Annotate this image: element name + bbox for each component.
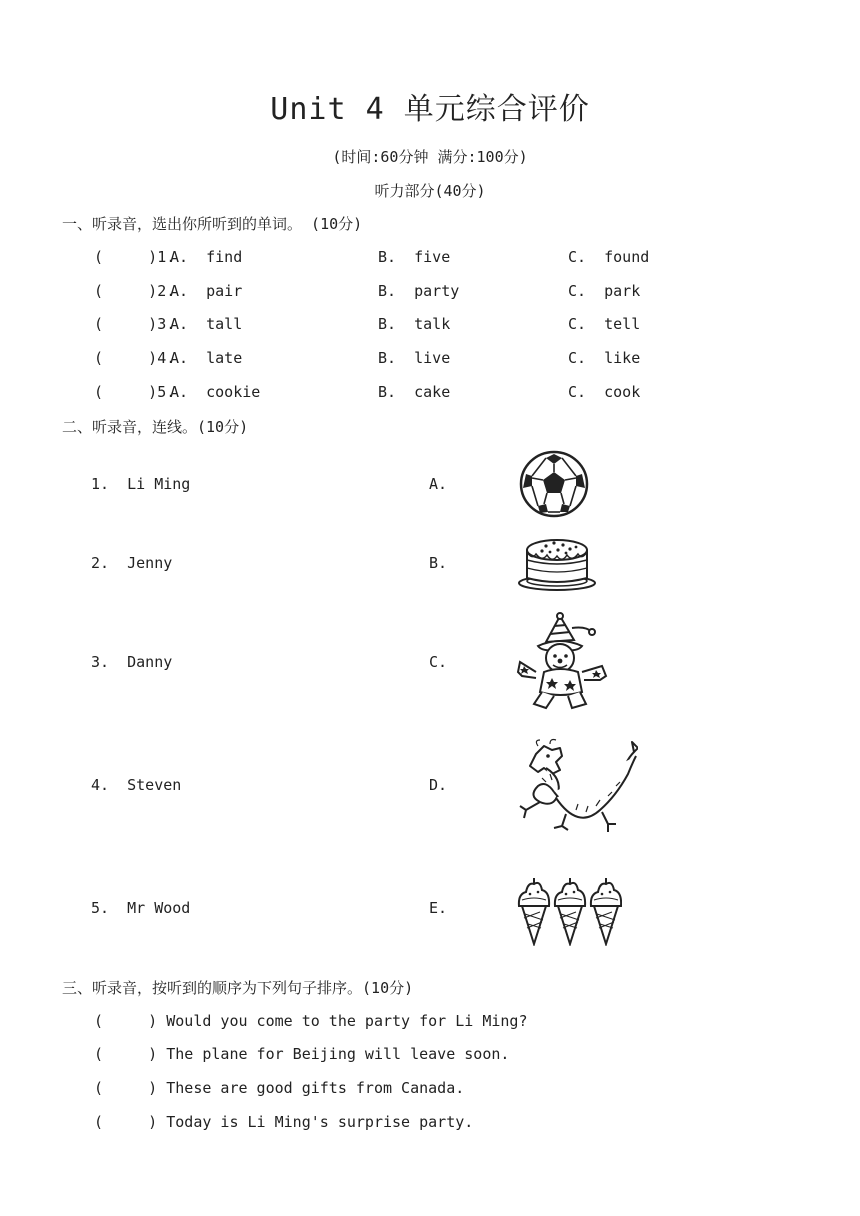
section2-heading: 二、听录音，连线。(10分) [62,418,249,436]
sentence-item: ( ) These are good gifts from Canada. [94,1079,465,1097]
question-number: ( )5. [94,383,176,401]
match-name: 4. Steven [91,776,182,794]
option-c: C. tell [568,315,641,333]
cake-icon [516,530,598,592]
match-name: 5. Mr Wood [91,899,191,917]
match-letter: E. [429,899,448,917]
match-name: 1. Li Ming [91,475,191,493]
option-c: C. cook [568,383,641,401]
ice-creams-icon [516,876,622,946]
option-b: B. cake [378,383,451,401]
sentence-item: ( ) Would you come to the party for Li Ming? [94,1012,528,1030]
option-a: A. find [170,248,243,266]
option-a: A. late [170,349,243,367]
sentence-item: ( ) Today is Li Ming's surprise party. [94,1113,474,1131]
section1-heading: 一、听录音，选出你所听到的单词。 (10分) [62,215,363,233]
option-b: B. five [378,248,451,266]
option-c: C. found [568,248,650,266]
option-c: C. park [568,282,641,300]
listening-part-label: 听力部分(40分) [374,182,486,200]
section3-heading: 三、听录音，按听到的顺序为下列句子排序。(10分) [62,979,414,997]
page-title: Unit 4 单元综合评价 [270,92,590,127]
match-letter: C. [429,653,448,671]
clown-icon [516,612,612,712]
option-a: A. cookie [170,383,261,401]
question-number: ( )1. [94,248,176,266]
question-number: ( )4. [94,349,176,367]
soccer-ball-icon [518,450,590,518]
match-letter: A. [429,475,448,493]
option-b: B. party [378,282,460,300]
question-number: ( )2. [94,282,176,300]
question-number: ( )3. [94,315,176,333]
dragon-icon [516,738,638,836]
option-a: A. pair [170,282,243,300]
option-b: B. live [378,349,451,367]
option-b: B. talk [378,315,451,333]
match-name: 3. Danny [91,653,173,671]
match-name: 2. Jenny [91,554,173,572]
option-c: C. like [568,349,641,367]
match-letter: B. [429,554,448,572]
sentence-item: ( ) The plane for Beijing will leave soon. [94,1045,510,1063]
match-letter: D. [429,776,448,794]
time-info: (时间:60分钟 满分:100分) [332,148,528,166]
option-a: A. tall [170,315,243,333]
